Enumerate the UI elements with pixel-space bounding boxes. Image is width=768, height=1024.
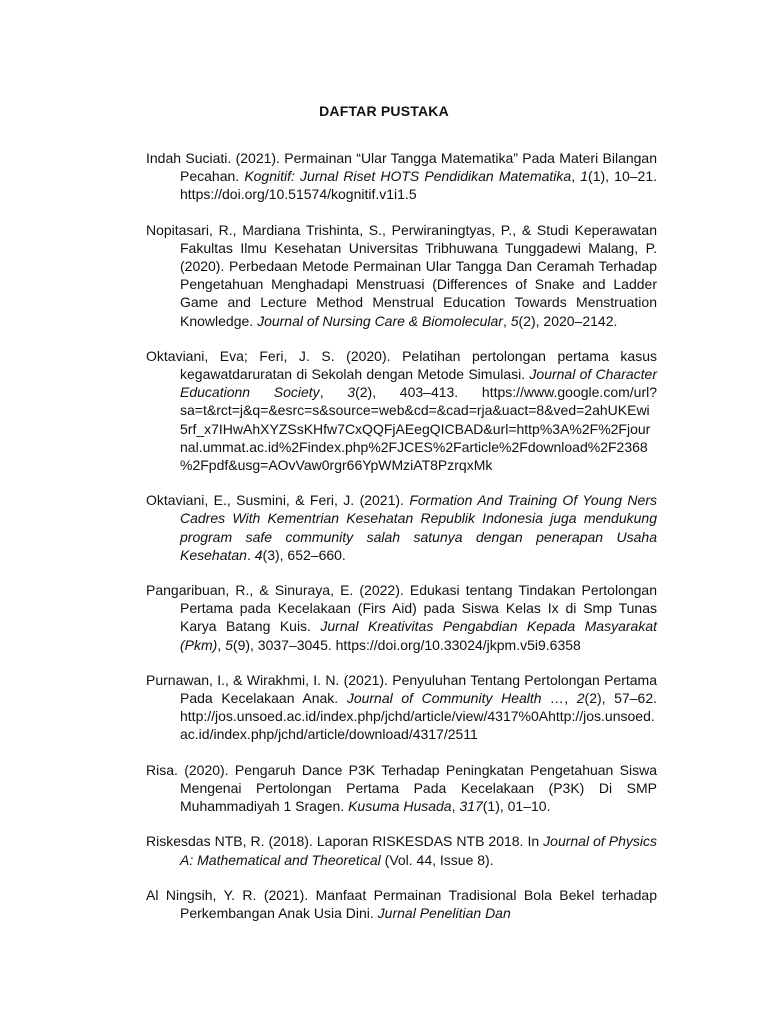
journal-title: Jurnal Penelitian Dan	[377, 904, 511, 921]
reference-entry	[146, 347, 657, 474]
reference-text: ,	[502, 312, 511, 329]
page-title: DAFTAR PUSTAKA	[319, 103, 449, 119]
reference-text: (Vol. 44, Issue 8).	[380, 851, 494, 868]
reference-text: (1), 01–10.	[482, 798, 551, 815]
volume-number: 2	[576, 690, 585, 707]
reference-entry	[146, 886, 657, 922]
reference-text: .	[246, 546, 255, 563]
reference-text: Riskesdas NTB, R. (2018). Laporan RISKESDAS NTB 2018. In	[146, 833, 544, 850]
journal-title: Jurnal Kreativitas Pengabdian Kepada Masyarakat (Pkm)	[180, 618, 657, 653]
reference-text: Oktaviani, Eva; Feri, J. S. (2020). Pelatihan pertolongan pertama kasus kegawatdaruratan di Sekolah dengan Metode Simulasi.	[146, 347, 657, 383]
reference-text: Purnawan, I., & Wirakhmi, I. N. (2021). Penyuluhan Tentang Pertolongan Pertama Pada Kecelakaan Anak.	[146, 671, 657, 707]
reference-text: Oktaviani, E., Susmini, & Feri, J. (2021).	[146, 492, 410, 509]
reference-text: ,	[451, 798, 460, 815]
volume-number: 317	[459, 798, 483, 815]
volume-number: 5	[510, 312, 519, 329]
reference-text: ,	[571, 168, 581, 185]
journal-title: Journal of Community Health …	[346, 690, 565, 707]
reference-text: ,	[319, 384, 348, 401]
volume-number: 5	[225, 636, 233, 653]
journal-title: Kusuma Husada	[348, 798, 452, 815]
reference-text: Nopitasari, R., Mardiana Trishinta, S., Perwiraningtyas, P., & Studi Keperawatan Fakultas Ilmu Kesehatan Universitas Tribhuwana Tunggadewi Malang, P. (2020). Perbedaan Metode Permainan Ular Tangga Dan Ceramah Terhadap Pengetahuan Menghadapi Menstruasi (Differences of Snake and Ladder Game and Lecture Method Menstrual Education Towards Menstruation Knowledge.	[146, 221, 657, 329]
volume-number: 3	[347, 384, 356, 401]
reference-entry	[146, 149, 657, 204]
reference-entry	[146, 832, 657, 868]
reference-text: (1), 10–21. https://doi.org/10.51574/kognitif.v1i1.5	[180, 168, 657, 203]
journal-title: Journal of Character Educationn Society	[180, 366, 658, 401]
reference-text: Al Ningsih, Y. R. (2021). Manfaat Permainan Tradisional Bola Bekel terhadap Perkembangan Anak Usia Dini.	[146, 886, 657, 921]
reference-text: (2), 403–413. https://www.google.com/url?sa=t&rct=j&q=&esrc=s&source=web&cd=&cad=rja&uact=8&ved=2ahUKEwi5rf_x7IHwAhXYZSsKHfw7CxQQFjAEegQICBAD&url=http%3A%2F%2Fjournal.ummat.ac.id%2Findex.php%2FJCES%2Farticle%2Fdownload%2F2368%2Fpdf&usg=AOvVaw0rgr66YpWMziAT8PzrqxMk	[180, 384, 657, 474]
reference-entry	[146, 671, 657, 744]
reference-text: ,	[217, 636, 226, 653]
volume-number: 1	[580, 168, 589, 185]
reference-text: (3), 652–660.	[262, 546, 346, 563]
reference-entry	[146, 491, 657, 564]
journal-title: Journal of Physics A: Mathematical and Theoretical	[180, 833, 658, 868]
reference-text: (2), 2020–2142.	[518, 312, 618, 329]
reference-text: ,	[564, 690, 577, 707]
reference-entry	[146, 221, 657, 330]
journal-title: Formation And Training Of Young Ners Cadres With Kementrian Kesehatan Republik Indonesia juga mendukung program safe community salah satunya dengan penerapan Usaha Kesehatan	[180, 492, 657, 563]
reference-text: (2), 57–62. http://jos.unsoed.ac.id/index.php/jchd/article/view/4317%0Ahttp://jos.unsoed.ac.id/index.php/jchd/article/download/4317/2511	[180, 690, 658, 743]
reference-text: Pangaribuan, R., & Sinuraya, E. (2022). Edukasi tentang Tindakan Pertolongan Pertama pada Kecelakaan (Firs Aid) pada Siswa Kelas Ix di Smp Tunas Karya Batang Kuis.	[146, 582, 657, 635]
journal-title: Kognitif: Jurnal Riset HOTS Pendidikan Matematika	[244, 168, 572, 185]
reference-list	[146, 149, 657, 939]
volume-number: 4	[254, 546, 263, 563]
reference-text: Risa. (2020). Pengaruh Dance P3K Terhadap Peningkatan Pengetahuan Siswa Mengenai Pertolongan Pertama Pada Kecelakaan (P3K) Di SMP Muhammadiyah 1 Sragen.	[146, 761, 657, 815]
reference-entry	[146, 581, 657, 654]
reference-text: Indah Suciati. (2021). Permainan “Ular Tangga Matematika” Pada Materi Bilangan Pecahan.	[146, 150, 657, 185]
reference-entry	[146, 761, 657, 816]
journal-title: Journal of Nursing Care & Biomolecular	[257, 312, 503, 329]
reference-text: (9), 3037–3045. https://doi.org/10.33024/jkpm.v5i9.6358	[232, 636, 581, 653]
